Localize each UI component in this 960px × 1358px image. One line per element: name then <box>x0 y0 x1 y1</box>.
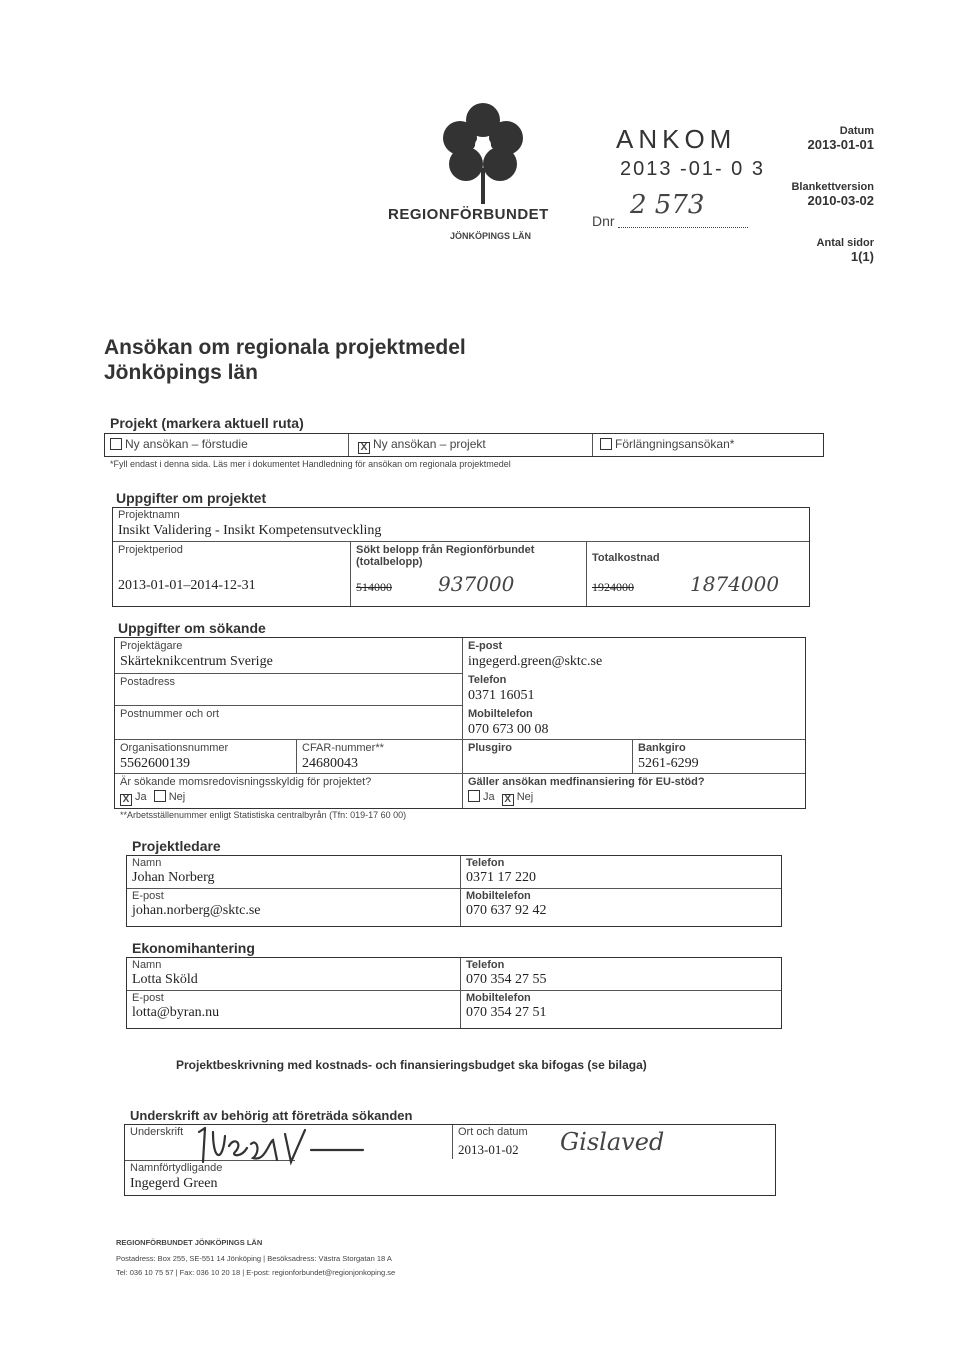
attachment-note: Projektbeskrivning med kostnads- och finansieringsbudget ska bifogas (se bilaga) <box>176 1058 647 1072</box>
received-date: 2013 -01- 0 3 <box>620 158 765 180</box>
divider <box>115 705 462 706</box>
finance-mobile-value: 070 354 27 51 <box>466 1005 547 1020</box>
date-block <box>808 124 875 152</box>
checkbox[interactable] <box>600 438 612 450</box>
address-label: Postadress <box>120 676 176 688</box>
leader-email-label: E-post <box>132 890 164 902</box>
amount-struck: 514000 <box>356 580 392 594</box>
leader-mobile-label: Mobiltelefon <box>466 890 531 902</box>
email-label: E-post <box>468 640 503 652</box>
finance-box <box>126 957 782 1029</box>
title-line-2: Jönköpings län <box>104 361 259 384</box>
finance-mobile-label: Mobiltelefon <box>466 992 531 1004</box>
project-period-value: 2013-01-01–2014-12-31 <box>118 578 256 593</box>
page-title <box>104 335 466 385</box>
finance-name-label: Namn <box>132 959 162 971</box>
eu-options <box>468 790 533 806</box>
plusgiro-label: Plusgiro <box>468 742 513 754</box>
org-sub: JÖNKÖPINGS LÄN <box>450 231 532 241</box>
owner-value: Skärteknikcentrum Sverige <box>120 654 273 669</box>
divider <box>350 542 351 606</box>
vat-question: Är sökande momsredovisningsskyldig för projektet? <box>120 776 372 788</box>
finance-heading: Ekonomihantering <box>132 940 255 956</box>
received-stamp: ANKOM <box>616 124 737 154</box>
project-name-value: Insikt Validering - Insikt Kompetensutveckling <box>118 523 382 538</box>
version-block <box>791 180 874 208</box>
divider <box>348 434 349 456</box>
bankgiro-value: 5261-6299 <box>638 756 699 771</box>
eu-question: Gäller ansökan medfinansiering för EU-stöd? <box>468 776 705 788</box>
pages-block <box>817 236 874 264</box>
mobile-label: Mobiltelefon <box>468 708 533 720</box>
option-label: Ny ansökan – projekt <box>373 437 486 451</box>
title-line-1: Ansökan om regionala projektmedel <box>104 336 466 359</box>
phone-label: Telefon <box>468 674 507 686</box>
leader-email-value: johan.norberg@sktc.se <box>132 903 261 918</box>
divider <box>452 1125 453 1159</box>
email-value: ingegerd.green@sktc.se <box>468 654 603 669</box>
eu-yes-checkbox[interactable] <box>468 790 480 802</box>
leader-mobile-value: 070 637 92 42 <box>466 903 547 918</box>
divider <box>113 541 809 542</box>
version-value: 2010-03-02 <box>807 193 874 208</box>
org-name: REGIONFÖRBUNDET <box>388 206 549 223</box>
amount-label-1: Sökt belopp från Regionförbundet <box>356 544 535 556</box>
date-value: 2013-01-01 <box>807 137 874 152</box>
project-period-label: Projektperiod <box>118 544 183 556</box>
amount-label <box>356 544 534 568</box>
place-date-label: Ort och datum <box>458 1126 528 1138</box>
leader-phone-value: 0371 17 220 <box>466 870 536 885</box>
leader-name-value: Johan Norberg <box>132 870 215 885</box>
checkbox[interactable]: X <box>358 442 370 454</box>
divider <box>462 638 463 808</box>
owner-label: Projektägare <box>120 640 183 652</box>
cfar-label: CFAR-nummer** <box>302 742 384 754</box>
applicant-footnote: **Arbetsställenummer enligt Statistiska centralbyrån (Tfn: 019-17 60 00) <box>120 810 407 820</box>
pages-label: Antal sidor <box>816 237 874 249</box>
version-label: Blankettversion <box>791 181 874 193</box>
mobile-value: 070 673 00 08 <box>468 722 549 737</box>
finance-email-label: E-post <box>132 992 164 1004</box>
total-label: Totalkostnad <box>592 552 660 564</box>
divider <box>127 990 781 991</box>
amount-label-2: (totalbelopp) <box>356 556 423 568</box>
applicant-heading: Uppgifter om sökande <box>118 620 266 636</box>
finance-phone-value: 070 354 27 55 <box>466 972 547 987</box>
divider <box>586 542 587 606</box>
eu-yes-label: Ja <box>483 791 495 803</box>
divider <box>592 434 593 456</box>
orgnr-label: Organisationsnummer <box>120 742 229 754</box>
option-label: Förlängningsansökan* <box>615 437 735 451</box>
divider <box>460 856 461 926</box>
vat-yes-checkbox[interactable]: X <box>120 794 132 806</box>
clarify-label: Namnförtydligande <box>130 1162 223 1174</box>
vat-no-checkbox[interactable] <box>154 790 166 802</box>
checkbox[interactable] <box>110 438 122 450</box>
option-extension[interactable] <box>600 437 734 451</box>
total-struck: 1924000 <box>592 580 634 594</box>
dnr-label: Dnr <box>592 213 615 229</box>
project-info-heading: Uppgifter om projektet <box>116 490 267 506</box>
divider <box>115 739 805 740</box>
eu-no-checkbox[interactable]: X <box>502 794 514 806</box>
project-leader-heading: Projektledare <box>132 838 221 854</box>
vat-options <box>120 790 185 806</box>
pages-value: 1(1) <box>850 249 874 264</box>
project-type-heading: Projekt (markera aktuell ruta) <box>110 415 304 431</box>
phone-value: 0371 16051 <box>468 688 535 703</box>
option-feasibility[interactable] <box>110 437 248 451</box>
total-handwritten: 1874000 <box>690 572 780 596</box>
footer-org: REGIONFÖRBUNDET JÖNKÖPINGS LÄN <box>116 1238 263 1247</box>
footer-address: Postadress: Box 255, SE-551 14 Jönköping | Besöksadress: Västra Storgatan 18 A <box>116 1254 392 1263</box>
date-label: Datum <box>839 125 874 137</box>
divider <box>115 773 805 774</box>
project-name-label: Projektnamn <box>118 509 180 521</box>
project-type-note: *Fyll endast i denna sida. Läs mer i dokumentet Handledning för ansökan om regionala projektmedel <box>110 459 511 469</box>
dnr-value: 2 573 <box>630 190 705 220</box>
divider <box>632 740 633 773</box>
finance-name-value: Lotta Sköld <box>132 972 198 987</box>
cfar-value: 24680043 <box>302 756 358 771</box>
footer-contact: Tel: 036 10 75 57 | Fax: 036 10 20 18 | E-post: regionforbundet@regionjonkoping.se <box>116 1268 396 1277</box>
amount-handwritten: 937000 <box>438 572 515 596</box>
date-signed: 2013-01-02 <box>458 1142 519 1157</box>
divider <box>296 740 297 773</box>
bankgiro-label: Bankgiro <box>638 742 686 754</box>
option-label: Ny ansökan – förstudie <box>125 437 248 451</box>
place-handwritten: Gislaved <box>560 1128 665 1156</box>
vat-yes-label: Ja <box>135 791 147 803</box>
leader-name-label: Namn <box>132 857 162 869</box>
divider <box>127 888 781 889</box>
eu-no-label: Nej <box>516 791 534 803</box>
signature-heading: Underskrift av behörig att företräda sökanden <box>130 1108 413 1123</box>
dnr-line <box>618 227 748 228</box>
divider <box>115 673 462 674</box>
finance-phone-label: Telefon <box>466 959 505 971</box>
finance-email-value: lotta@byran.nu <box>132 1005 220 1020</box>
leader-phone-label: Telefon <box>466 857 505 869</box>
orgnr-value: 5562600139 <box>120 756 190 771</box>
postal-label: Postnummer och ort <box>120 708 220 720</box>
option-project[interactable] <box>358 437 486 454</box>
regionforbundet-logo-icon <box>438 98 528 208</box>
signature-label: Underskrift <box>130 1126 184 1138</box>
divider <box>460 958 461 1028</box>
vat-no-label: Nej <box>168 791 186 803</box>
clarify-value: Ingegerd Green <box>130 1176 218 1191</box>
